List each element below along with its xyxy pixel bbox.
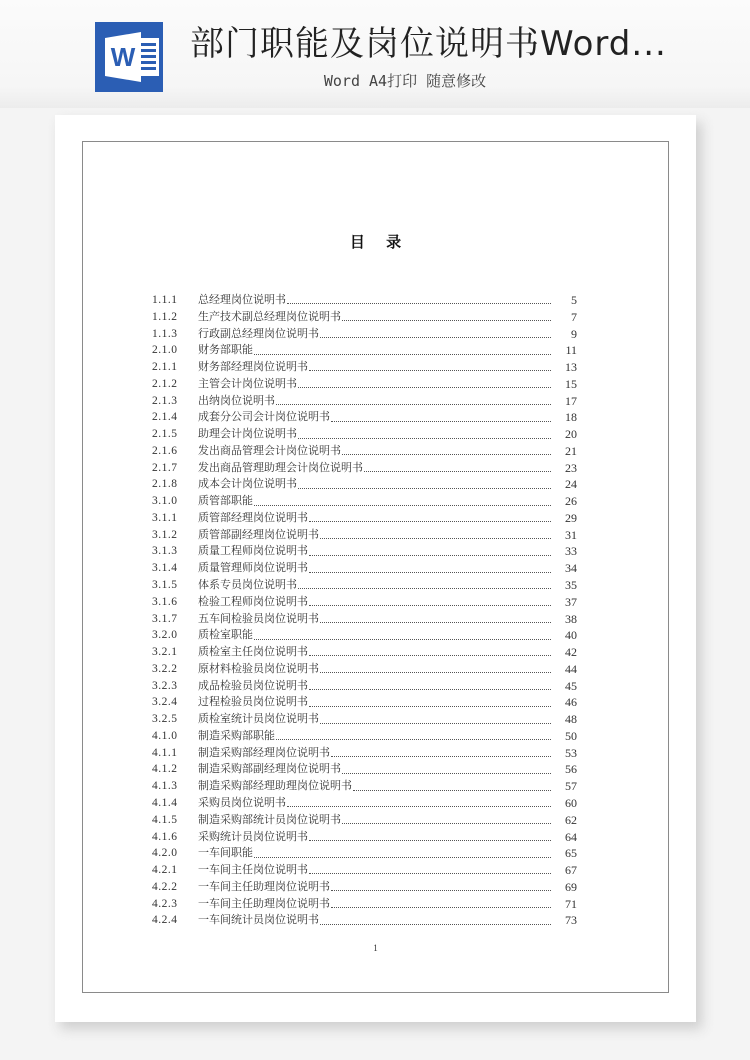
toc-entry[interactable]: [152, 678, 577, 695]
toc-entry[interactable]: [152, 845, 577, 862]
toc-entry-page: 9: [571, 326, 577, 341]
toc-entry[interactable]: [152, 527, 577, 544]
toc-leader-dots: [320, 537, 551, 539]
toc-entry[interactable]: [152, 644, 577, 661]
toc-entry-title: 制造采购部经理助理岗位说明书: [198, 779, 352, 793]
toc-entry-page: 65: [565, 846, 577, 861]
toc-leader-dots: [342, 772, 551, 774]
toc-entry-title: 质管部职能: [198, 494, 253, 508]
toc-entry[interactable]: [152, 862, 577, 879]
toc-entry-title: 质检室职能: [198, 628, 253, 642]
toc-entry[interactable]: [152, 359, 577, 376]
toc-entry-page: 23: [565, 460, 577, 475]
toc-leader-dots: [309, 654, 551, 656]
toc-leader-dots: [254, 504, 551, 506]
toc-leader-dots: [320, 923, 551, 925]
page-number: 1: [373, 943, 378, 953]
toc-entry-title: 质管部经理岗位说明书: [198, 510, 308, 524]
toc-entry-title: 五车间检验员岗位说明书: [198, 611, 319, 625]
toc-entry-title: 质检室统计员岗位说明书: [198, 712, 319, 726]
toc-entry-title: 采购统计员岗位说明书: [198, 829, 308, 843]
toc-entry[interactable]: [152, 912, 577, 929]
toc-leader-dots: [276, 738, 551, 740]
toc-entry[interactable]: [152, 879, 577, 896]
toc-entry-title: 制造采购部职能: [198, 728, 275, 742]
toc-entry-page: 56: [565, 762, 577, 777]
toc-entry[interactable]: [152, 577, 577, 594]
toc-entry-number: 4.1.5: [152, 813, 178, 826]
toc-leader-dots: [331, 906, 551, 908]
toc-entry-title: 一车间职能: [198, 846, 253, 860]
toc-entry[interactable]: [152, 393, 577, 410]
toc-entry-page: 53: [565, 745, 577, 760]
toc-entry-page: 45: [565, 678, 577, 693]
toc-entry[interactable]: [152, 745, 577, 762]
toc-title: 目 录: [349, 233, 410, 251]
toc-leader-dots: [309, 520, 551, 522]
toc-leader-dots: [309, 571, 551, 573]
toc-entry-page: 71: [565, 896, 577, 911]
toc-entry[interactable]: [152, 661, 577, 678]
toc-entry-title: 一车间主任助理岗位说明书: [198, 879, 330, 893]
toc-entry-number: 2.1.7: [152, 461, 178, 474]
toc-entry-number: 4.2.0: [152, 847, 178, 860]
toc-leader-dots: [320, 722, 551, 724]
toc-entry-page: 38: [565, 611, 577, 626]
toc-entry-page: 31: [565, 527, 577, 542]
toc-entry-number: 3.2.1: [152, 646, 178, 659]
toc-entry-page: 21: [565, 443, 577, 458]
toc-entry[interactable]: [152, 376, 577, 393]
toc-entry-number: 4.1.2: [152, 763, 178, 776]
toc-entry-page: 5: [571, 293, 577, 307]
toc-entry-title: 主管会计岗位说明书: [198, 376, 297, 390]
toc-entry-title: 助理会计岗位说明书: [198, 427, 297, 441]
toc-entry-page: 48: [565, 712, 577, 727]
toc-leader-dots: [298, 487, 551, 489]
toc-leader-dots: [309, 705, 551, 707]
toc-entry-title: 一车间主任助理岗位说明书: [198, 896, 330, 910]
toc-entry-title: 成品检验员岗位说明书: [198, 678, 308, 692]
toc-entry[interactable]: [152, 829, 577, 846]
toc-leader-dots: [342, 822, 551, 824]
toc-entry-page: 42: [565, 645, 577, 660]
toc-entry-title: 成套分公司会计岗位说明书: [198, 410, 330, 424]
toc-leader-dots: [276, 403, 551, 405]
toc-entry[interactable]: [152, 896, 577, 913]
toc-entry-number: 3.1.4: [152, 562, 178, 575]
toc-entry-title: 出纳岗位说明书: [198, 393, 275, 407]
toc-leader-dots: [254, 638, 551, 640]
toc-leader-dots: [320, 621, 551, 623]
toc-entry[interactable]: [152, 627, 577, 644]
toc-entry-title: 一车间统计员岗位说明书: [198, 913, 319, 927]
table-of-contents: [152, 292, 577, 929]
toc-entry[interactable]: [152, 711, 577, 728]
toc-entry[interactable]: [152, 342, 577, 359]
toc-entry-number: 2.1.5: [152, 428, 178, 441]
toc-entry[interactable]: [152, 493, 577, 510]
toc-entry-title: 一车间主任岗位说明书: [198, 863, 308, 877]
toc-entry-number: 3.1.0: [152, 495, 178, 508]
toc-leader-dots: [309, 688, 551, 690]
toc-entry-title: 财务部职能: [198, 343, 253, 357]
toc-entry[interactable]: [152, 443, 577, 460]
toc-entry-page: 33: [565, 544, 577, 559]
toc-entry-number: 2.1.2: [152, 377, 178, 390]
toc-entry-number: 4.2.4: [152, 914, 178, 927]
toc-entry-page: 73: [565, 913, 577, 928]
toc-entry-page: 17: [565, 393, 577, 408]
toc-leader-dots: [287, 302, 551, 304]
toc-entry-number: 3.2.5: [152, 713, 178, 726]
toc-entry-title: 总经理岗位说明书: [198, 293, 286, 306]
toc-entry-title: 过程检验员岗位说明书: [198, 695, 308, 709]
toc-entry-page: 46: [565, 695, 577, 710]
toc-leader-dots: [298, 386, 551, 388]
toc-entry-number: 3.2.0: [152, 629, 178, 642]
toc-entry-page: 50: [565, 728, 577, 743]
toc-entry[interactable]: [152, 611, 577, 628]
toc-entry-title: 发出商品管理会计岗位说明书: [198, 443, 341, 457]
toc-entry-number: 4.1.6: [152, 830, 178, 843]
toc-entry[interactable]: [152, 778, 577, 795]
toc-entry[interactable]: [152, 460, 577, 477]
toc-entry-title: 质量工程师岗位说明书: [198, 544, 308, 558]
toc-entry-number: 4.1.1: [152, 746, 178, 759]
toc-entry-title: 生产技术副总经理岗位说明书: [198, 309, 341, 323]
toc-entry-number: 3.1.6: [152, 595, 178, 608]
toc-entry-number: 2.1.4: [152, 411, 178, 424]
toc-leader-dots: [298, 437, 551, 439]
toc-entry-page: 34: [565, 561, 577, 576]
toc-leader-dots: [331, 889, 551, 891]
toc-entry-number: 3.1.1: [152, 511, 178, 524]
toc-entry-number: 1.1.1: [152, 294, 178, 306]
toc-entry-number: 3.2.2: [152, 662, 178, 675]
toc-entry-number: 3.1.5: [152, 579, 178, 592]
toc-entry[interactable]: [152, 694, 577, 711]
toc-entry-title: 质量管理师岗位说明书: [198, 561, 308, 575]
toc-entry-page: 69: [565, 879, 577, 894]
preview-header: [0, 0, 750, 108]
document-subtitle: Word A4打印 随意修改: [323, 72, 487, 90]
toc-entry-number: 2.1.3: [152, 394, 178, 407]
toc-leader-dots: [309, 554, 551, 556]
toc-entry-page: 15: [565, 376, 577, 391]
toc-entry-title: 制造采购部副经理岗位说明书: [198, 762, 341, 776]
icon-line: [139, 49, 156, 52]
toc-leader-dots: [309, 872, 551, 874]
toc-entry-number: 4.1.4: [152, 796, 178, 809]
toc-entry-page: 26: [565, 494, 577, 509]
toc-leader-dots: [309, 839, 551, 841]
toc-entry-page: 18: [565, 410, 577, 425]
toc-entry[interactable]: [152, 409, 577, 426]
toc-entry-number: 3.2.4: [152, 696, 178, 709]
toc-entry-page: 7: [571, 309, 577, 324]
toc-entry-title: 制造采购部经理岗位说明书: [198, 745, 330, 759]
toc-entry[interactable]: [152, 560, 577, 577]
icon-line: [139, 55, 156, 58]
toc-entry-title: 质管部副经理岗位说明书: [198, 527, 319, 541]
toc-entry-number: 4.2.3: [152, 897, 178, 910]
toc-entry[interactable]: [152, 326, 577, 343]
toc-leader-dots: [331, 420, 551, 422]
toc-entry-number: 4.2.2: [152, 880, 178, 893]
toc-entry-number: 3.2.3: [152, 679, 178, 692]
toc-entry-page: 20: [565, 427, 577, 442]
toc-leader-dots: [353, 789, 551, 791]
toc-entry-number: 4.2.1: [152, 864, 178, 877]
toc-entry-page: 29: [565, 510, 577, 525]
toc-leader-dots: [254, 353, 551, 355]
toc-entry[interactable]: [152, 594, 577, 611]
toc-leader-dots: [342, 453, 551, 455]
icon-letter: W: [110, 42, 136, 72]
icon-line: [139, 43, 156, 46]
toc-leader-dots: [364, 470, 551, 472]
toc-entry[interactable]: [152, 426, 577, 443]
toc-entry[interactable]: [152, 761, 577, 778]
toc-leader-dots: [287, 805, 551, 807]
toc-entry-number: 4.1.0: [152, 729, 178, 742]
toc-entry-number: 2.1.0: [152, 344, 178, 357]
toc-leader-dots: [320, 336, 551, 338]
toc-entry-number: 2.1.8: [152, 478, 178, 491]
document-page: [55, 115, 696, 1022]
toc-entry-title: 发出商品管理助理会计岗位说明书: [198, 460, 363, 474]
toc-entry[interactable]: [152, 476, 577, 493]
toc-entry-page: 64: [565, 829, 577, 844]
toc-entry-title: 体系专员岗位说明书: [198, 578, 297, 592]
toc-entry-number: 4.1.3: [152, 780, 178, 793]
toc-entry-page: 60: [565, 795, 577, 810]
toc-entry-title: 质检室主任岗位说明书: [198, 645, 308, 659]
toc-entry-title: 采购员岗位说明书: [198, 795, 286, 809]
toc-entry-title: 成本会计岗位说明书: [198, 477, 297, 491]
toc-entry-number: 1.1.3: [152, 327, 178, 340]
toc-leader-dots: [298, 587, 551, 589]
icon-line: [139, 61, 156, 64]
toc-entry-title: 检验工程师岗位说明书: [198, 594, 308, 608]
toc-entry-page: 67: [565, 863, 577, 878]
toc-leader-dots: [309, 369, 551, 371]
toc-leader-dots: [309, 604, 551, 606]
toc-leader-dots: [254, 856, 551, 858]
toc-entry[interactable]: [152, 795, 577, 812]
toc-entry-page: 37: [565, 594, 577, 609]
toc-entry-page: 11: [565, 343, 577, 358]
document-title: 部门职能及岗位说明书Word...: [190, 24, 667, 64]
toc-entry-number: 2.1.1: [152, 361, 178, 374]
toc-entry-page: 44: [565, 661, 577, 676]
toc-entry-number: 2.1.6: [152, 444, 178, 457]
toc-entry[interactable]: [152, 728, 577, 745]
toc-entry-title: 原材料检验员岗位说明书: [198, 661, 319, 675]
toc-entry-page: 57: [565, 779, 577, 794]
toc-entry-page: 13: [565, 360, 577, 375]
toc-entry-number: 3.1.7: [152, 612, 178, 625]
toc-leader-dots: [331, 755, 551, 757]
toc-entry[interactable]: [152, 812, 577, 829]
toc-entry-number: 1.1.2: [152, 310, 178, 323]
toc-entry-title: 制造采购部统计员岗位说明书: [198, 812, 341, 826]
toc-leader-dots: [320, 671, 551, 673]
toc-entry-title: 行政副总经理岗位说明书: [198, 326, 319, 340]
toc-entry[interactable]: [152, 543, 577, 560]
toc-entry[interactable]: [152, 510, 577, 527]
toc-entry[interactable]: [152, 309, 577, 326]
toc-entry-number: 3.1.3: [152, 545, 178, 558]
toc-entry-page: 24: [565, 477, 577, 492]
toc-entry-title: 财务部经理岗位说明书: [198, 360, 308, 374]
toc-entry-number: 3.1.2: [152, 528, 178, 541]
toc-entry-page: 35: [565, 578, 577, 593]
toc-entry-page: 62: [565, 812, 577, 827]
toc-entry-page: 40: [565, 628, 577, 643]
toc-entry[interactable]: [152, 292, 577, 309]
toc-leader-dots: [342, 319, 551, 321]
